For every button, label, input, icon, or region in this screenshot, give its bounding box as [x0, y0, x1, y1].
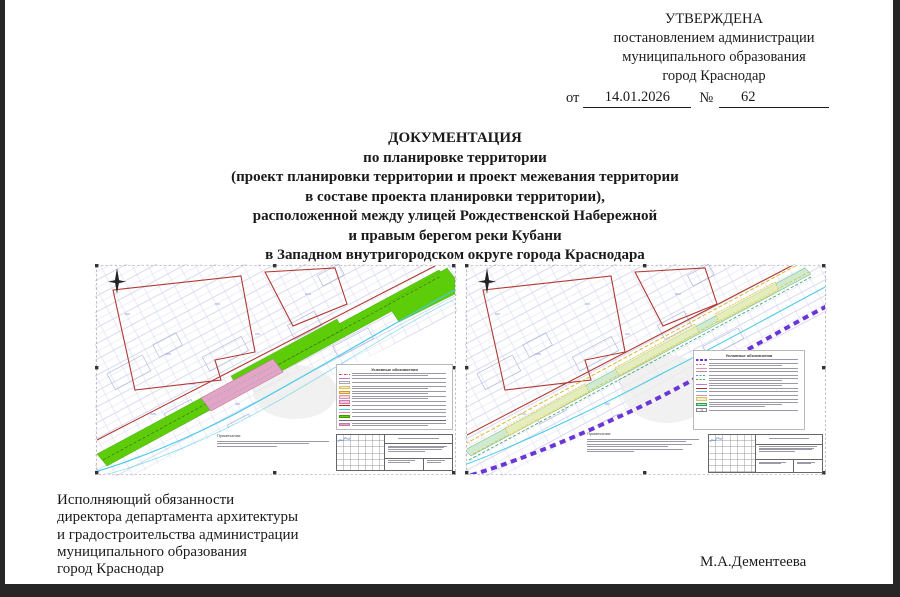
blank-underline	[777, 107, 829, 108]
legend-row-parcel-number-symbol: :1	[696, 408, 802, 411]
map-notes	[587, 431, 699, 454]
legend-row-approved-red-lines	[696, 387, 802, 389]
note-text-line	[587, 444, 692, 445]
approval-date-line	[566, 88, 862, 108]
approval-line: УТВЕРЖДЕНА	[665, 11, 763, 27]
approval-line: постановлением администрации	[613, 30, 815, 46]
legend-row-boundary-existing-parcels	[339, 378, 450, 380]
title-block-grid	[709, 435, 756, 472]
map-legend	[693, 350, 805, 430]
legend-row-public-servitude-zone	[339, 385, 450, 389]
legend-row-parcels-change-boundary	[696, 377, 802, 381]
legend-row-section-capital-construction	[339, 419, 450, 421]
legend-row-existing-linear-zone	[339, 395, 450, 399]
document-title	[45, 129, 865, 266]
legend-row-cadastral-parcels-boundary	[696, 374, 802, 376]
notes-title: Примечания:	[587, 431, 612, 436]
stamp-signature-icon	[709, 435, 723, 445]
title-line: и правым берегом реки Кубани	[348, 227, 562, 244]
title-line: по планировке территории	[363, 149, 547, 166]
map-notes	[217, 433, 329, 448]
note-text-line	[217, 441, 329, 442]
note-text-line	[217, 443, 309, 444]
legend-row-planned-linear-zone	[339, 400, 450, 403]
legend-row-zso-boundary	[339, 381, 450, 384]
title-block	[336, 434, 453, 471]
scan-edge-bottom	[0, 584, 900, 597]
legend-row-red-lines-linear-objects	[696, 391, 802, 393]
legend-row-red-lines-linear-objects	[339, 408, 450, 410]
note-text-line	[587, 441, 686, 442]
scan-edge-right	[893, 0, 900, 597]
note-text-line	[587, 451, 634, 452]
date-prefix: от	[566, 90, 580, 106]
title-line: (проект планировки территории и проект межевания территории	[231, 169, 679, 185]
approval-line: город Краснодар	[662, 68, 766, 84]
signatory-line: Исполняющий обязанности	[57, 492, 235, 508]
approval-line: муниципального образования	[622, 49, 806, 65]
map-legend	[336, 364, 453, 430]
title-line: ДОКУМЕНТАЦИЯ	[388, 130, 522, 146]
date-value: 14.01.2026	[583, 88, 691, 108]
planning-map-right	[465, 264, 827, 476]
signatory-position-block	[57, 492, 299, 578]
title-line: в составе проекта планировки территории),	[305, 188, 605, 205]
legend-title: Условные обозначения	[371, 366, 418, 372]
signatory-line: и градостроительства администрации	[57, 526, 299, 543]
stamp-signature-icon	[337, 435, 351, 445]
note-text-line	[587, 446, 668, 447]
legend-row-green-belt-boundary	[696, 359, 802, 362]
approval-block	[566, 10, 862, 108]
scan-edge-left	[0, 0, 5, 597]
legend-row-planning-territory-boundary	[696, 362, 802, 366]
note-text-line	[587, 439, 699, 440]
legend-row-construction-period-zone	[339, 390, 450, 394]
number-sign: №	[699, 90, 714, 106]
note-text-line	[217, 446, 277, 447]
legend-row-formed-parcels-zone	[696, 397, 802, 400]
legend-row-capital-construction-zone	[339, 423, 450, 427]
legend-row-zso-boundary	[696, 371, 802, 373]
signatory-line: директора департамента архитектуры	[57, 509, 299, 526]
legend-row-cancelled-red-lines	[339, 411, 450, 413]
legend-row-formed-parcels-boundary	[696, 367, 802, 369]
legend-row-formed-parcel-area	[696, 402, 802, 407]
legend-row-cancelled-red-lines	[696, 394, 802, 396]
title-line: расположенной между улицей Рождественской Набережной	[252, 208, 658, 224]
title-block-grid	[337, 435, 385, 470]
signatory-name: М.А.Дементеева	[700, 554, 807, 570]
title-block	[708, 434, 823, 473]
number-value: 62	[719, 88, 777, 108]
title-line: в Западном внутригородском округе города Краснодара	[265, 247, 645, 263]
planning-map-left	[95, 264, 457, 476]
legend-title: Условные обозначения	[725, 352, 773, 358]
signatory-line: город Краснодар	[57, 561, 164, 578]
note-text-line	[587, 449, 683, 450]
legend-row-approved-red-lines	[339, 405, 450, 407]
legend-row-existing-parcels-boundary	[696, 382, 802, 386]
signatory-line: муниципального образования	[57, 543, 247, 560]
notes-title: Примечания:	[217, 433, 242, 438]
legend-row-planned-public-greening	[339, 415, 450, 418]
legend-row-boundary-prepared-territory	[339, 373, 450, 377]
